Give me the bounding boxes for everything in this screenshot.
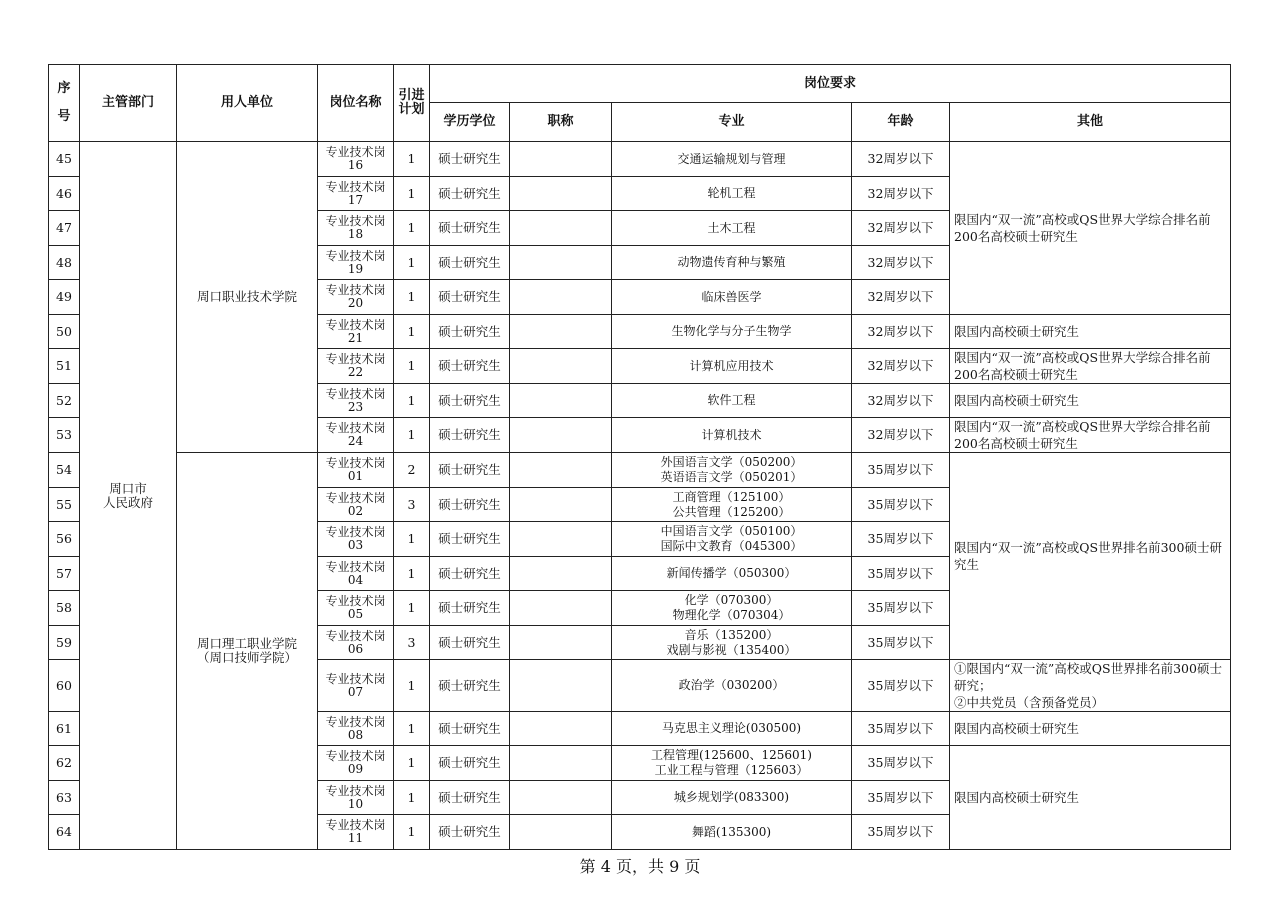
plan-cell: 1 xyxy=(394,557,430,591)
position-cell: 专业技术岗 20 xyxy=(318,280,394,315)
education-cell: 硕士研究生 xyxy=(430,315,510,349)
major-cell: 外国语言文学（050200） 英语语言文学（050201） xyxy=(612,453,852,488)
major-cell: 城乡规划学(083300) xyxy=(612,781,852,815)
plan-cell: 1 xyxy=(394,591,430,626)
title-cell xyxy=(510,660,612,712)
header-other: 其他 xyxy=(950,103,1231,142)
other-cell: 限国内高校硕士研究生 xyxy=(950,746,1231,850)
position-cell: 专业技术岗 19 xyxy=(318,246,394,280)
page-footer: 第 4 页，共 9 页 xyxy=(579,857,701,876)
age-cell: 35周岁以下 xyxy=(852,781,950,815)
plan-cell: 1 xyxy=(394,142,430,177)
seq-cell: 62 xyxy=(49,746,80,781)
major-cell: 土木工程 xyxy=(612,211,852,246)
position-cell: 专业技术岗 09 xyxy=(318,746,394,781)
position-cell: 专业技术岗 10 xyxy=(318,781,394,815)
seq-cell: 49 xyxy=(49,280,80,315)
major-cell: 动物遗传育种与繁殖 xyxy=(612,246,852,280)
position-cell: 专业技术岗 16 xyxy=(318,142,394,177)
other-cell: 限国内高校硕士研究生 xyxy=(950,712,1231,746)
age-cell: 32周岁以下 xyxy=(852,177,950,211)
major-cell: 工商管理（125100） 公共管理（125200） xyxy=(612,488,852,522)
seq-cell: 54 xyxy=(49,453,80,488)
education-cell: 硕士研究生 xyxy=(430,384,510,418)
age-cell: 32周岁以下 xyxy=(852,418,950,453)
age-cell: 35周岁以下 xyxy=(852,815,950,850)
position-cell: 专业技术岗 21 xyxy=(318,315,394,349)
seq-cell: 57 xyxy=(49,557,80,591)
age-cell: 35周岁以下 xyxy=(852,488,950,522)
title-cell xyxy=(510,488,612,522)
seq-cell: 51 xyxy=(49,349,80,384)
major-cell: 化学（070300） 物理化学（070304） xyxy=(612,591,852,626)
age-cell: 32周岁以下 xyxy=(852,349,950,384)
plan-cell: 1 xyxy=(394,660,430,712)
title-cell xyxy=(510,142,612,177)
plan-cell: 1 xyxy=(394,177,430,211)
major-cell: 中国语言文学（050100） 国际中文教育（045300） xyxy=(612,522,852,557)
title-cell xyxy=(510,177,612,211)
other-cell: 限国内“双一流”高校或QS世界大学综合排名前200名高校硕士研究生 xyxy=(950,418,1231,453)
recruitment-table xyxy=(48,64,1231,850)
plan-cell: 1 xyxy=(394,280,430,315)
position-cell: 专业技术岗 05 xyxy=(318,591,394,626)
major-cell: 软件工程 xyxy=(612,384,852,418)
plan-cell: 2 xyxy=(394,453,430,488)
major-cell: 新闻传播学（050300） xyxy=(612,557,852,591)
other-cell: 限国内高校硕士研究生 xyxy=(950,384,1231,418)
position-cell: 专业技术岗 22 xyxy=(318,349,394,384)
major-cell: 音乐（135200） 戏剧与影视（135400） xyxy=(612,626,852,660)
age-cell: 35周岁以下 xyxy=(852,557,950,591)
education-cell: 硕士研究生 xyxy=(430,522,510,557)
seq-cell: 47 xyxy=(49,211,80,246)
plan-cell: 1 xyxy=(394,349,430,384)
table-row xyxy=(49,453,1231,488)
position-cell: 专业技术岗 18 xyxy=(318,211,394,246)
position-cell: 专业技术岗 04 xyxy=(318,557,394,591)
position-cell: 专业技术岗 08 xyxy=(318,712,394,746)
seq-cell: 48 xyxy=(49,246,80,280)
education-cell: 硕士研究生 xyxy=(430,349,510,384)
title-cell xyxy=(510,246,612,280)
plan-cell: 3 xyxy=(394,626,430,660)
education-cell: 硕士研究生 xyxy=(430,626,510,660)
plan-cell: 1 xyxy=(394,712,430,746)
seq-cell: 52 xyxy=(49,384,80,418)
plan-cell: 1 xyxy=(394,746,430,781)
age-cell: 35周岁以下 xyxy=(852,660,950,712)
seq-cell: 59 xyxy=(49,626,80,660)
education-cell: 硕士研究生 xyxy=(430,453,510,488)
major-cell: 临床兽医学 xyxy=(612,280,852,315)
major-cell: 交通运输规划与管理 xyxy=(612,142,852,177)
education-cell: 硕士研究生 xyxy=(430,712,510,746)
header-seq: 序 号 xyxy=(49,65,80,142)
employer-cell: 周口职业技术学院 xyxy=(177,142,318,453)
seq-cell: 60 xyxy=(49,660,80,712)
title-cell xyxy=(510,712,612,746)
header-position: 岗位名称 xyxy=(318,65,394,142)
plan-cell: 1 xyxy=(394,211,430,246)
age-cell: 35周岁以下 xyxy=(852,591,950,626)
major-cell: 舞蹈(135300) xyxy=(612,815,852,850)
major-cell: 计算机技术 xyxy=(612,418,852,453)
age-cell: 32周岁以下 xyxy=(852,315,950,349)
title-cell xyxy=(510,522,612,557)
title-cell xyxy=(510,557,612,591)
position-cell: 专业技术岗 01 xyxy=(318,453,394,488)
seq-cell: 58 xyxy=(49,591,80,626)
plan-cell: 1 xyxy=(394,315,430,349)
position-cell: 专业技术岗 17 xyxy=(318,177,394,211)
seq-cell: 61 xyxy=(49,712,80,746)
title-cell xyxy=(510,626,612,660)
position-cell: 专业技术岗 03 xyxy=(318,522,394,557)
position-cell: 专业技术岗 02 xyxy=(318,488,394,522)
age-cell: 32周岁以下 xyxy=(852,246,950,280)
header-employer: 用人单位 xyxy=(177,65,318,142)
major-cell: 生物化学与分子生物学 xyxy=(612,315,852,349)
title-cell xyxy=(510,781,612,815)
seq-cell: 45 xyxy=(49,142,80,177)
plan-cell: 1 xyxy=(394,522,430,557)
position-cell: 专业技术岗 24 xyxy=(318,418,394,453)
position-cell: 专业技术岗 06 xyxy=(318,626,394,660)
seq-cell: 64 xyxy=(49,815,80,850)
plan-cell: 1 xyxy=(394,781,430,815)
title-cell xyxy=(510,280,612,315)
age-cell: 35周岁以下 xyxy=(852,746,950,781)
major-cell: 马克思主义理论(030500) xyxy=(612,712,852,746)
age-cell: 35周岁以下 xyxy=(852,712,950,746)
title-cell xyxy=(510,453,612,488)
other-cell: 限国内“双一流”高校或QS世界大学综合排名前200名高校硕士研究生 xyxy=(950,142,1231,315)
title-cell xyxy=(510,746,612,781)
education-cell: 硕士研究生 xyxy=(430,177,510,211)
header-department: 主管部门 xyxy=(80,65,177,142)
education-cell: 硕士研究生 xyxy=(430,591,510,626)
age-cell: 35周岁以下 xyxy=(852,626,950,660)
title-cell xyxy=(510,591,612,626)
header-education: 学历学位 xyxy=(430,103,510,142)
header-plan: 引进 计划 xyxy=(394,65,430,142)
major-cell: 轮机工程 xyxy=(612,177,852,211)
table-body xyxy=(49,142,1231,850)
title-cell xyxy=(510,315,612,349)
education-cell: 硕士研究生 xyxy=(430,418,510,453)
seq-cell: 56 xyxy=(49,522,80,557)
seq-cell: 55 xyxy=(49,488,80,522)
education-cell: 硕士研究生 xyxy=(430,211,510,246)
other-cell: 限国内“双一流”高校或QS世界排名前300硕士研究生 xyxy=(950,453,1231,660)
title-cell xyxy=(510,815,612,850)
position-cell: 专业技术岗 11 xyxy=(318,815,394,850)
education-cell: 硕士研究生 xyxy=(430,280,510,315)
header-major: 专业 xyxy=(612,103,852,142)
other-cell: 限国内“双一流”高校或QS世界大学综合排名前200名高校硕士研究生 xyxy=(950,349,1231,384)
other-cell: ①限国内“双一流”高校或QS世界排名前300硕士研究； ②中共党员（含预备党员） xyxy=(950,660,1231,712)
education-cell: 硕士研究生 xyxy=(430,660,510,712)
position-cell: 专业技术岗 23 xyxy=(318,384,394,418)
age-cell: 32周岁以下 xyxy=(852,280,950,315)
age-cell: 32周岁以下 xyxy=(852,142,950,177)
education-cell: 硕士研究生 xyxy=(430,781,510,815)
employer-cell: 周口理工职业学院 （周口技师学院） xyxy=(177,453,318,850)
header-age: 年龄 xyxy=(852,103,950,142)
department-cell: 周口市 人民政府 xyxy=(80,142,177,850)
education-cell: 硕士研究生 xyxy=(430,746,510,781)
education-cell: 硕士研究生 xyxy=(430,142,510,177)
age-cell: 35周岁以下 xyxy=(852,453,950,488)
title-cell xyxy=(510,349,612,384)
plan-cell: 1 xyxy=(394,246,430,280)
seq-cell: 53 xyxy=(49,418,80,453)
age-cell: 32周岁以下 xyxy=(852,384,950,418)
age-cell: 35周岁以下 xyxy=(852,522,950,557)
seq-cell: 46 xyxy=(49,177,80,211)
seq-cell: 63 xyxy=(49,781,80,815)
other-cell: 限国内高校硕士研究生 xyxy=(950,315,1231,349)
major-cell: 政治学（030200） xyxy=(612,660,852,712)
header-requirements: 岗位要求 xyxy=(430,65,1231,103)
title-cell xyxy=(510,384,612,418)
table-row xyxy=(49,142,1231,177)
education-cell: 硕士研究生 xyxy=(430,246,510,280)
plan-cell: 1 xyxy=(394,384,430,418)
age-cell: 32周岁以下 xyxy=(852,211,950,246)
plan-cell: 3 xyxy=(394,488,430,522)
title-cell xyxy=(510,418,612,453)
header-title: 职称 xyxy=(510,103,612,142)
education-cell: 硕士研究生 xyxy=(430,815,510,850)
seq-cell: 50 xyxy=(49,315,80,349)
education-cell: 硕士研究生 xyxy=(430,488,510,522)
position-cell: 专业技术岗 07 xyxy=(318,660,394,712)
major-cell: 计算机应用技术 xyxy=(612,349,852,384)
plan-cell: 1 xyxy=(394,418,430,453)
plan-cell: 1 xyxy=(394,815,430,850)
title-cell xyxy=(510,211,612,246)
education-cell: 硕士研究生 xyxy=(430,557,510,591)
major-cell: 工程管理(125600、125601) 工业工程与管理（125603） xyxy=(612,746,852,781)
